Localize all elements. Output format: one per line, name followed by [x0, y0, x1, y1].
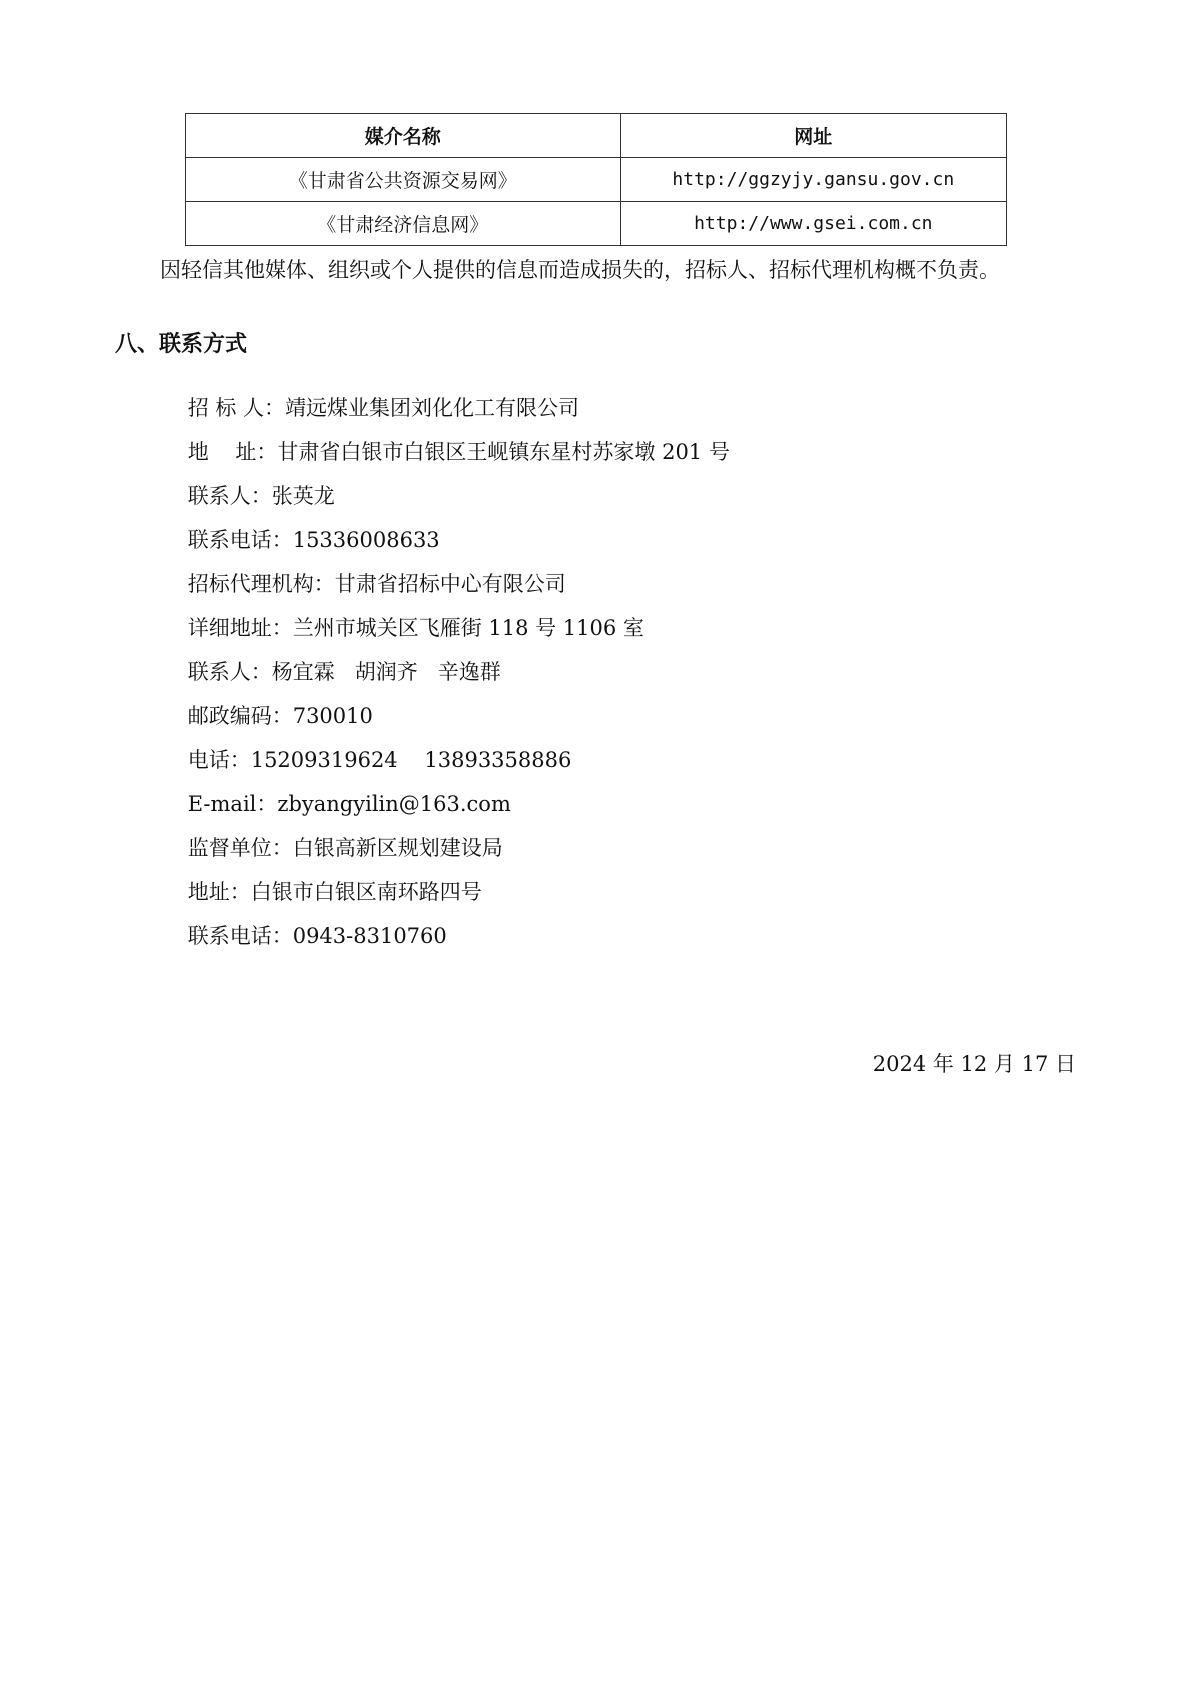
- document-date: 2024 年 12 月 17 日: [872, 1052, 1076, 1076]
- contact-value: 15336008633: [292, 528, 440, 552]
- media-name-cell: 《甘肃经济信息网》: [186, 202, 621, 246]
- contact-label: 地址：: [187, 880, 251, 904]
- media-url-cell: http://www.gsei.com.cn: [620, 202, 1006, 246]
- section-heading-contact: 八、联系方式: [115, 332, 248, 357]
- contact-value: 兰州市城关区飞雁街 118 号 1106 室: [292, 616, 644, 640]
- disclaimer-paragraph: 因轻信其他媒体、组织或个人提供的信息而造成损失的，招标人、招标代理机构概不负责。: [160, 258, 1000, 282]
- contact-label: 详细地址：: [187, 616, 293, 640]
- contact-label: 联系人：: [187, 660, 272, 684]
- media-url-cell: http://ggzyjy.gansu.gov.cn: [620, 158, 1006, 202]
- table-header-media-name: 媒介名称: [186, 114, 621, 158]
- contact-value: 15209319624 13893358886: [250, 748, 572, 772]
- contact-line-supervisor-phone: [161, 896, 447, 974]
- contact-label: E-mail：: [187, 792, 278, 816]
- contact-value: 白银高新区规划建设局: [292, 836, 503, 860]
- contact-label: 联系人：: [187, 484, 272, 508]
- contact-label: 联系电话：: [187, 924, 293, 948]
- contact-value: 730010: [292, 704, 373, 728]
- media-name-cell: 《甘肃省公共资源交易网》: [186, 158, 621, 202]
- table-header-row: [186, 114, 1007, 158]
- table-header-url: 网址: [620, 114, 1006, 158]
- contact-value: 白银市白银区南环路四号: [250, 880, 482, 904]
- contact-label: 招 标 人：: [187, 396, 286, 420]
- table-row: [186, 202, 1007, 246]
- table-row: [186, 158, 1007, 202]
- contact-value: zbyangyilin@163.com: [277, 792, 511, 816]
- contact-value: 甘肃省白银市白银区王岘镇东星村苏家墩 201 号: [277, 440, 730, 464]
- media-table: [185, 113, 1007, 246]
- contact-label: 联系电话：: [187, 528, 293, 552]
- contact-value: 甘肃省招标中心有限公司: [334, 572, 566, 596]
- contact-value: 张英龙: [271, 484, 335, 508]
- contact-label: 电话：: [187, 748, 251, 772]
- contact-value: 0943-8310760: [292, 924, 447, 948]
- contact-value: 靖远煤业集团刘化化工有限公司: [285, 396, 580, 420]
- contact-value: 杨宜霖 胡润齐 辛逸群: [271, 660, 501, 684]
- contact-label: 监督单位：: [187, 836, 293, 860]
- contact-label: 邮政编码：: [187, 704, 293, 728]
- contact-label: 地 址：: [187, 440, 278, 464]
- contact-label: 招标代理机构：: [187, 572, 335, 596]
